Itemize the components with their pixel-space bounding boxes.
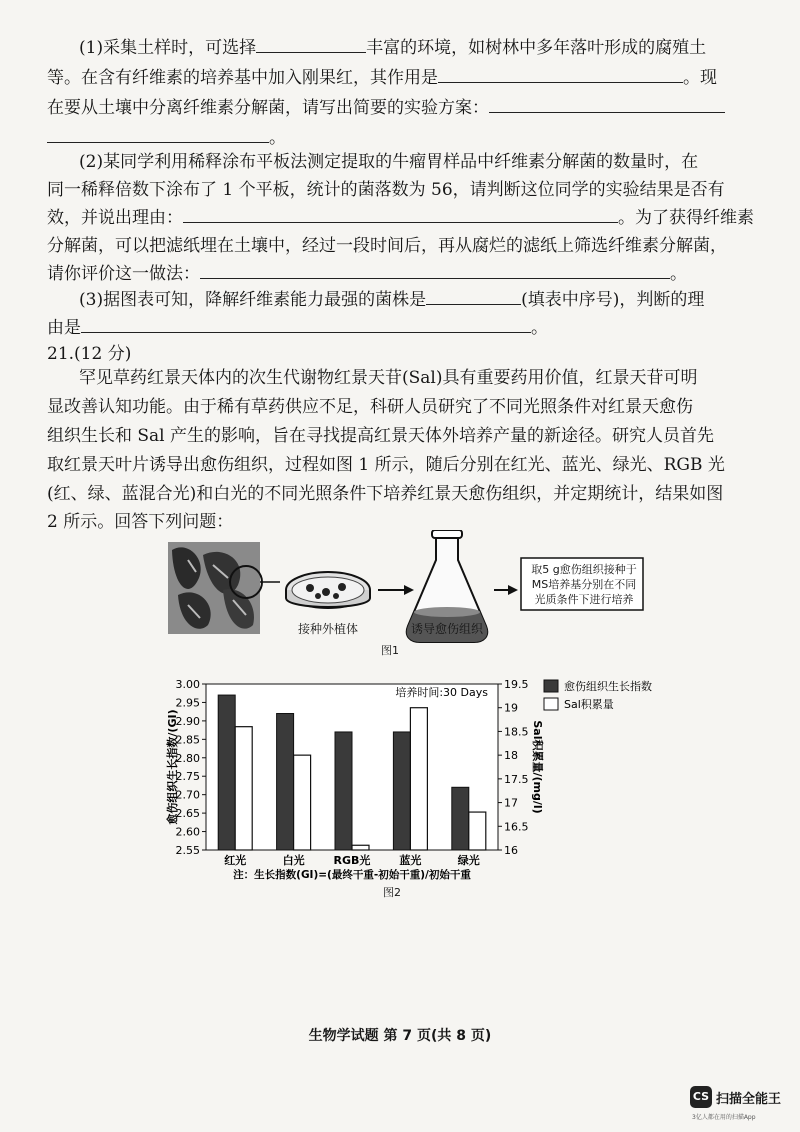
right-tick-label: 16 — [504, 844, 518, 857]
bar-sal-accumulation — [294, 755, 311, 850]
text: 由是 — [47, 318, 81, 338]
q20-part1-line3 — [47, 94, 759, 122]
category-label: RGB光 — [333, 854, 371, 867]
q21-text-line6: 2 所示。回答下列问题： — [47, 512, 234, 532]
answer-blank[interactable] — [438, 66, 683, 83]
text: 。 — [531, 318, 548, 338]
q20-part2-line3 — [47, 204, 759, 232]
bar-growth-index — [393, 732, 410, 850]
text: (1)采集土样时，可选择 — [79, 38, 257, 58]
text: 效，并说出理由： — [47, 208, 183, 228]
right-tick-label: 19 — [504, 701, 518, 715]
q20-part2-line5 — [47, 260, 759, 288]
callus-label: 诱导愈伤组织 — [410, 622, 483, 636]
q20-part2-line4: 分解菌，可以把滤纸埋在土壤中，经过一段时间后，再从腐烂的滤纸上筛选纤维素分解菌， — [47, 236, 727, 256]
answer-blank[interactable] — [47, 126, 269, 143]
right-tick-label: 17 — [504, 796, 518, 810]
arrow-right-icon — [378, 585, 414, 595]
left-tick-label: 2.55 — [175, 844, 200, 857]
explant-label: 接种外植体 — [297, 622, 358, 636]
page-footer: 生物学试题 第 7 页(共 8 页) — [308, 1028, 492, 1044]
text: 在要从土壤中分离纤维素分解菌，请写出简要的实验方案： — [47, 98, 489, 118]
left-tick-label: 2.95 — [175, 696, 200, 710]
answer-blank[interactable] — [81, 316, 531, 333]
category-label: 红光 — [224, 854, 247, 867]
bar-growth-index — [452, 787, 469, 850]
q21-text-line4: 取红景天叶片诱导出愈伤组织，过程如图 1 所示，随后分别在红光、蓝光、绿光、RGB 光 — [47, 455, 725, 475]
left-axis-label: 愈伤组织生长指数/(GI) — [166, 709, 179, 825]
bar-growth-index — [218, 695, 235, 850]
left-tick-label: 2.90 — [175, 714, 200, 728]
legend-label-sal: Sal积累量 — [564, 698, 614, 711]
right-tick-label: 19.5 — [504, 678, 529, 691]
scanner-watermark — [690, 1086, 795, 1126]
text: 。现 — [683, 68, 717, 88]
bar-growth-index — [335, 732, 352, 850]
bar-sal-accumulation — [410, 708, 427, 850]
right-axis-ticks — [498, 678, 529, 857]
q20-part2-line2: 同一稀释倍数下涂布了 1 个平板，统计的菌落数为 56，请判断这位同学的实验结果是否有 — [47, 180, 725, 200]
category-label: 白光 — [282, 854, 305, 867]
figure-2-caption: 图2 — [383, 886, 401, 899]
figure-2-chart — [166, 672, 666, 882]
text: 。 — [269, 128, 286, 148]
text: (填表中序号)，判断的理 — [521, 290, 705, 310]
left-tick-label: 2.60 — [175, 825, 200, 839]
legend-swatch-growth — [544, 680, 558, 692]
process-box-text — [525, 562, 643, 607]
left-tick-label: 2.65 — [175, 807, 200, 821]
bar-sal-accumulation — [352, 845, 369, 850]
text: MS培养基分别在不同 — [531, 578, 637, 591]
right-tick-label: 18 — [504, 749, 518, 763]
q20-part1-line1 — [79, 34, 759, 62]
right-tick-label: 16.5 — [504, 820, 529, 834]
left-tick-label: 3.00 — [175, 678, 200, 691]
text: 光质条件下进行培养 — [534, 593, 634, 606]
answer-blank[interactable] — [256, 36, 366, 53]
figure-1-caption: 图1 — [381, 644, 399, 657]
text: (3)据图表可知，降解纤维素能力最强的菌株是 — [79, 290, 427, 310]
watermark-subtitle: 3亿人都在用的扫描App — [692, 1114, 756, 1121]
q21-text-line5: (红、绿、蓝混合光)和白光的不同光照条件下培养红景天愈伤组织，并定期统计，结果如图 — [47, 484, 724, 504]
q20-part1-line2 — [47, 64, 759, 92]
legend-label-growth: 愈伤组织生长指数 — [564, 680, 652, 693]
text: 请你评价这一做法： — [47, 264, 200, 284]
bar-sal-accumulation — [235, 727, 252, 850]
bar-sal-accumulation — [469, 812, 486, 850]
answer-blank[interactable] — [426, 288, 521, 305]
text: 取5 g愈伤组织接种于 — [531, 563, 637, 576]
camscanner-logo-icon: CS — [690, 1086, 712, 1108]
answer-blank[interactable] — [200, 262, 670, 279]
category-label: 蓝光 — [399, 854, 422, 867]
chart-note: 注：生长指数(GI)=(最终干重-初始干重)/初始干重 — [233, 869, 471, 881]
q21-text-line2: 显改善认知功能。由于稀有草药供应不足，科研人员研究了不同光照条件对红景天愈伤 — [47, 397, 693, 417]
q20-part3-line2 — [47, 314, 759, 342]
legend — [544, 679, 652, 711]
legend-swatch-sal — [544, 698, 558, 710]
left-tick-label: 2.80 — [175, 751, 200, 765]
category-labels — [224, 853, 480, 867]
left-tick-label: 2.75 — [175, 770, 200, 784]
figure-1 — [168, 530, 648, 660]
watermark-name: 扫描全能王 — [716, 1092, 782, 1107]
text: 。为了获得纤维素 — [618, 208, 754, 228]
left-tick-label: 2.85 — [175, 733, 200, 747]
petri-dish — [286, 572, 370, 608]
q20-part2-line1: (2)某同学利用稀释涂布平板法测定提取的牛瘤胃样品中纤维素分解菌的数量时，在 — [79, 152, 699, 172]
category-label: 绿光 — [457, 854, 480, 867]
text: 等。在含有纤维素的培养基中加入刚果红，其作用是 — [47, 68, 438, 88]
right-axis-label: Sal积累量/(mg/l) — [531, 720, 544, 814]
right-tick-label: 18.5 — [504, 725, 529, 739]
q21-text-line1: 罕见草药红景天体内的次生代谢物红景天苷(Sal)具有重要药用价值，红景天苷可明 — [79, 368, 698, 388]
right-tick-label: 17.5 — [504, 772, 529, 786]
text: 。 — [670, 264, 687, 284]
q20-part3-line1 — [79, 286, 759, 314]
answer-blank[interactable] — [183, 206, 618, 223]
q21-text-line3: 组织生长和 Sal 产生的影响，旨在寻找提高红景天体外培养产量的新途径。研究人员首先 — [47, 426, 715, 446]
left-tick-label: 2.70 — [175, 788, 200, 802]
question-21-heading: 21.(12 分) — [47, 344, 132, 364]
culture-time-annotation: 培养时间:30 Days — [395, 686, 488, 699]
arrow-right-icon — [494, 585, 518, 595]
leaf-photo — [168, 542, 262, 634]
left-axis-ticks — [176, 678, 207, 857]
answer-blank[interactable] — [489, 96, 725, 113]
text: 丰富的环境，如树林中多年落叶形成的腐殖土 — [366, 38, 707, 58]
bar-growth-index — [277, 714, 294, 850]
